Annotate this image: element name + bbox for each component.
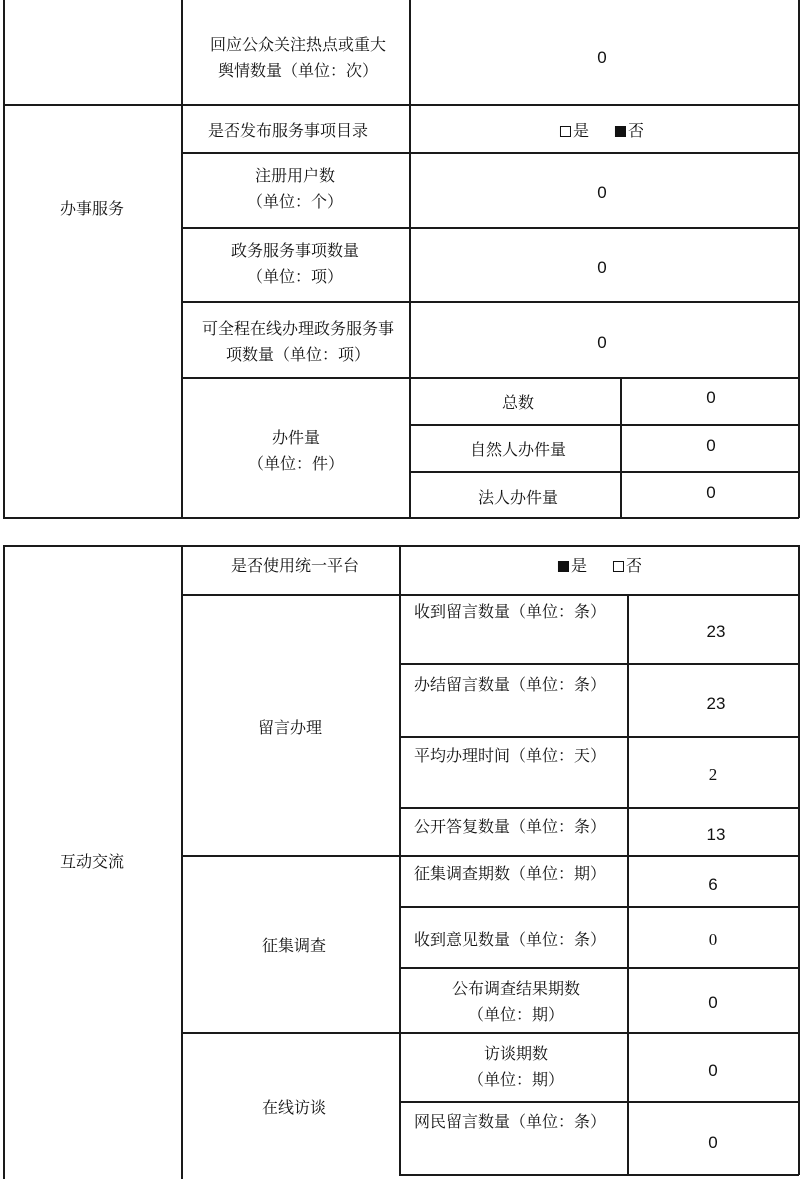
survey-periods-label: 征集调查期数（单位：期） [414, 864, 607, 883]
messages-group-label: 留言办理 [257, 718, 323, 737]
public-replies-label: 公开答复数量（单位：条） [414, 817, 607, 836]
survey-periods-value: 6 [708, 875, 718, 894]
survey-results-label: 公布调查结果期数 （单位：期） [451, 979, 581, 1024]
users-value: 0 [597, 183, 607, 202]
opinions-label: 收到意见数量（单位：条） [414, 930, 607, 949]
section-label-interaction: 互动交流 [59, 852, 125, 871]
interview-group-label: 在线访谈 [261, 1098, 327, 1117]
platform-label: 是否使用统一平台 [230, 556, 360, 575]
catalog-yes-option[interactable]: 是 [560, 118, 589, 144]
checkbox-empty-icon [560, 126, 571, 137]
survey-results-value: 0 [708, 993, 718, 1012]
natural-person-label: 自然人办件量 [469, 440, 567, 459]
platform-yes-option[interactable]: 是 [558, 553, 587, 579]
closed-messages-label: 办结留言数量（单位：条） [414, 675, 607, 694]
service-items-value: 0 [597, 258, 607, 277]
total-value: 0 [706, 388, 716, 407]
service-items-label: 政务服务事项数量 （单位：项） [230, 241, 360, 286]
platform-no-option[interactable]: 否 [613, 553, 642, 579]
users-label: 注册用户数 （单位：个） [246, 166, 344, 211]
platform-options [558, 553, 642, 579]
online-items-value: 0 [597, 333, 607, 352]
total-label: 总数 [501, 393, 535, 412]
hot-topics-value: 0 [597, 48, 607, 67]
checkbox-filled-icon [558, 561, 569, 572]
legal-person-value: 0 [706, 483, 716, 502]
checkbox-empty-icon [613, 561, 624, 572]
catalog-no-option[interactable]: 否 [615, 118, 644, 144]
legal-person-label: 法人办件量 [477, 488, 559, 507]
checkbox-filled-icon [615, 126, 626, 137]
received-messages-label: 收到留言数量（单位：条） [414, 602, 607, 621]
hot-topics-label: 回应公众关注热点或重大 舆情数量（单位：次） [209, 35, 387, 80]
online-items-label: 可全程在线办理政务服务事 项数量（单位：项） [201, 319, 395, 364]
opinions-value: 0 [708, 930, 718, 949]
interview-periods-value: 0 [708, 1061, 718, 1080]
avg-time-value: 2 [708, 765, 718, 784]
natural-person-value: 0 [706, 436, 716, 455]
catalog-label: 是否发布服务事项目录 [207, 121, 369, 140]
public-replies-value: 13 [706, 825, 726, 844]
received-messages-value: 23 [706, 622, 726, 641]
netizen-messages-label: 网民留言数量（单位：条） [414, 1112, 607, 1131]
interview-periods-label: 访谈期数 （单位：期） [467, 1044, 565, 1089]
catalog-options [560, 118, 644, 144]
case-volume-label: 办件量 （单位：件） [247, 428, 345, 473]
netizen-messages-value: 0 [708, 1133, 718, 1152]
survey-group-label: 征集调查 [261, 936, 327, 955]
avg-time-label: 平均办理时间（单位：天） [414, 746, 607, 765]
closed-messages-value: 23 [706, 694, 726, 713]
section-label-services: 办事服务 [59, 199, 125, 218]
